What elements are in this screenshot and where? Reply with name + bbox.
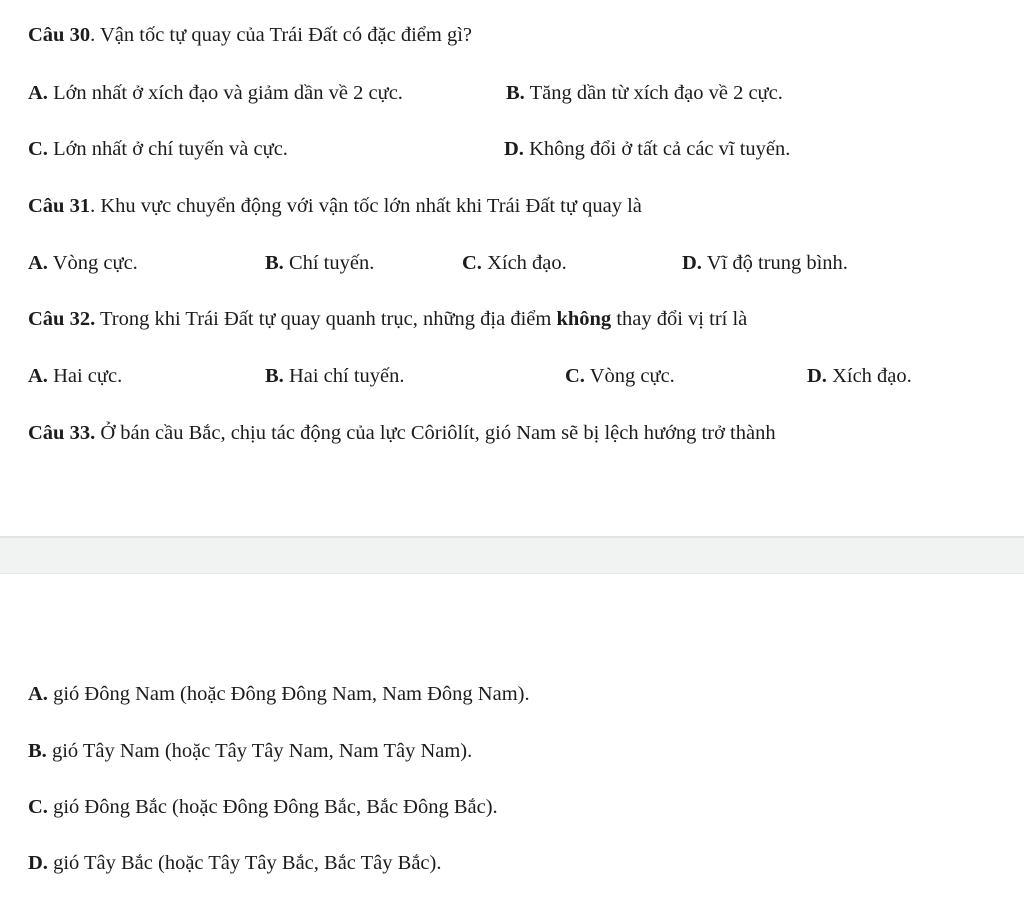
q30-option-d bbox=[504, 137, 790, 161]
option-label: B. bbox=[506, 82, 525, 104]
option-label: A. bbox=[28, 82, 48, 104]
option-text: Lớn nhất ở chí tuyến và cực. bbox=[47, 138, 288, 160]
option-label: B. bbox=[28, 740, 47, 762]
q31-option-b bbox=[265, 251, 374, 275]
option-label: C. bbox=[565, 365, 585, 387]
option-label: A. bbox=[28, 365, 48, 387]
question-number: Câu 33. bbox=[28, 422, 96, 444]
option-text: gió Tây Nam (hoặc Tây Tây Nam, Nam Tây Nam). bbox=[46, 740, 473, 762]
option-text: Chí tuyến. bbox=[283, 252, 375, 274]
option-text: Vòng cực. bbox=[584, 365, 675, 387]
q33-option-c bbox=[28, 795, 498, 819]
q31-option-a bbox=[28, 251, 138, 275]
option-label: C. bbox=[28, 796, 48, 818]
option-label: B. bbox=[265, 252, 284, 274]
q32-option-a bbox=[28, 364, 122, 388]
question-32 bbox=[28, 307, 747, 331]
option-text: Xích đạo. bbox=[826, 365, 912, 387]
q31-option-c bbox=[462, 251, 567, 275]
question-text-end: thay đổi vị trí là bbox=[611, 308, 748, 330]
question-text: Trong khi Trái Đất tự quay quanh trục, những địa điểm bbox=[95, 308, 557, 330]
question-text: . Vận tốc tự quay của Trái Đất có đặc điểm gì? bbox=[90, 24, 473, 46]
option-text: gió Đông Bắc (hoặc Đông Đông Bắc, Bắc Đông Bắc). bbox=[47, 796, 498, 818]
option-text: Hai chí tuyến. bbox=[283, 365, 405, 387]
q32-option-b bbox=[265, 364, 405, 388]
question-33 bbox=[28, 421, 776, 445]
option-label: C. bbox=[28, 138, 48, 160]
option-text: Không đổi ở tất cả các vĩ tuyến. bbox=[523, 138, 791, 160]
question-emphasis: không bbox=[556, 308, 612, 330]
option-label: A. bbox=[28, 683, 48, 705]
q30-option-c bbox=[28, 137, 288, 161]
q32-option-c bbox=[565, 364, 675, 388]
question-31 bbox=[28, 194, 642, 218]
page-break-divider bbox=[0, 536, 1024, 574]
option-text: Hai cực. bbox=[47, 365, 123, 387]
q33-option-b bbox=[28, 739, 472, 763]
question-text: . Khu vực chuyển động với vận tốc lớn nhất khi Trái Đất tự quay là bbox=[90, 195, 642, 217]
option-label: A. bbox=[28, 252, 48, 274]
q33-option-a bbox=[28, 682, 530, 706]
question-number: Câu 30 bbox=[28, 24, 91, 46]
q30-option-b bbox=[506, 81, 783, 105]
q31-option-d bbox=[682, 251, 848, 275]
option-label: D. bbox=[28, 852, 48, 874]
option-text: gió Đông Nam (hoặc Đông Đông Nam, Nam Đông Nam). bbox=[47, 683, 530, 705]
question-text: Ở bán cầu Bắc, chịu tác động của lực Côriôlít, gió Nam sẽ bị lệch hướng trở thành bbox=[95, 422, 776, 444]
option-text: gió Tây Bắc (hoặc Tây Tây Bắc, Bắc Tây Bắc). bbox=[47, 852, 442, 874]
option-label: D. bbox=[807, 365, 827, 387]
option-text: Xích đạo. bbox=[481, 252, 567, 274]
question-number: Câu 32. bbox=[28, 308, 96, 330]
option-label: D. bbox=[504, 138, 524, 160]
q32-option-d bbox=[807, 364, 912, 388]
option-text: Lớn nhất ở xích đạo và giảm dần về 2 cực. bbox=[47, 82, 403, 104]
question-30 bbox=[28, 23, 472, 47]
option-text: Vĩ độ trung bình. bbox=[701, 252, 848, 274]
option-text: Tăng dần từ xích đạo về 2 cực. bbox=[524, 82, 783, 104]
option-label: D. bbox=[682, 252, 702, 274]
option-label: C. bbox=[462, 252, 482, 274]
q33-option-d bbox=[28, 851, 441, 875]
option-label: B. bbox=[265, 365, 284, 387]
q30-option-a bbox=[28, 81, 403, 105]
option-text: Vòng cực. bbox=[47, 252, 138, 274]
question-number: Câu 31 bbox=[28, 195, 91, 217]
